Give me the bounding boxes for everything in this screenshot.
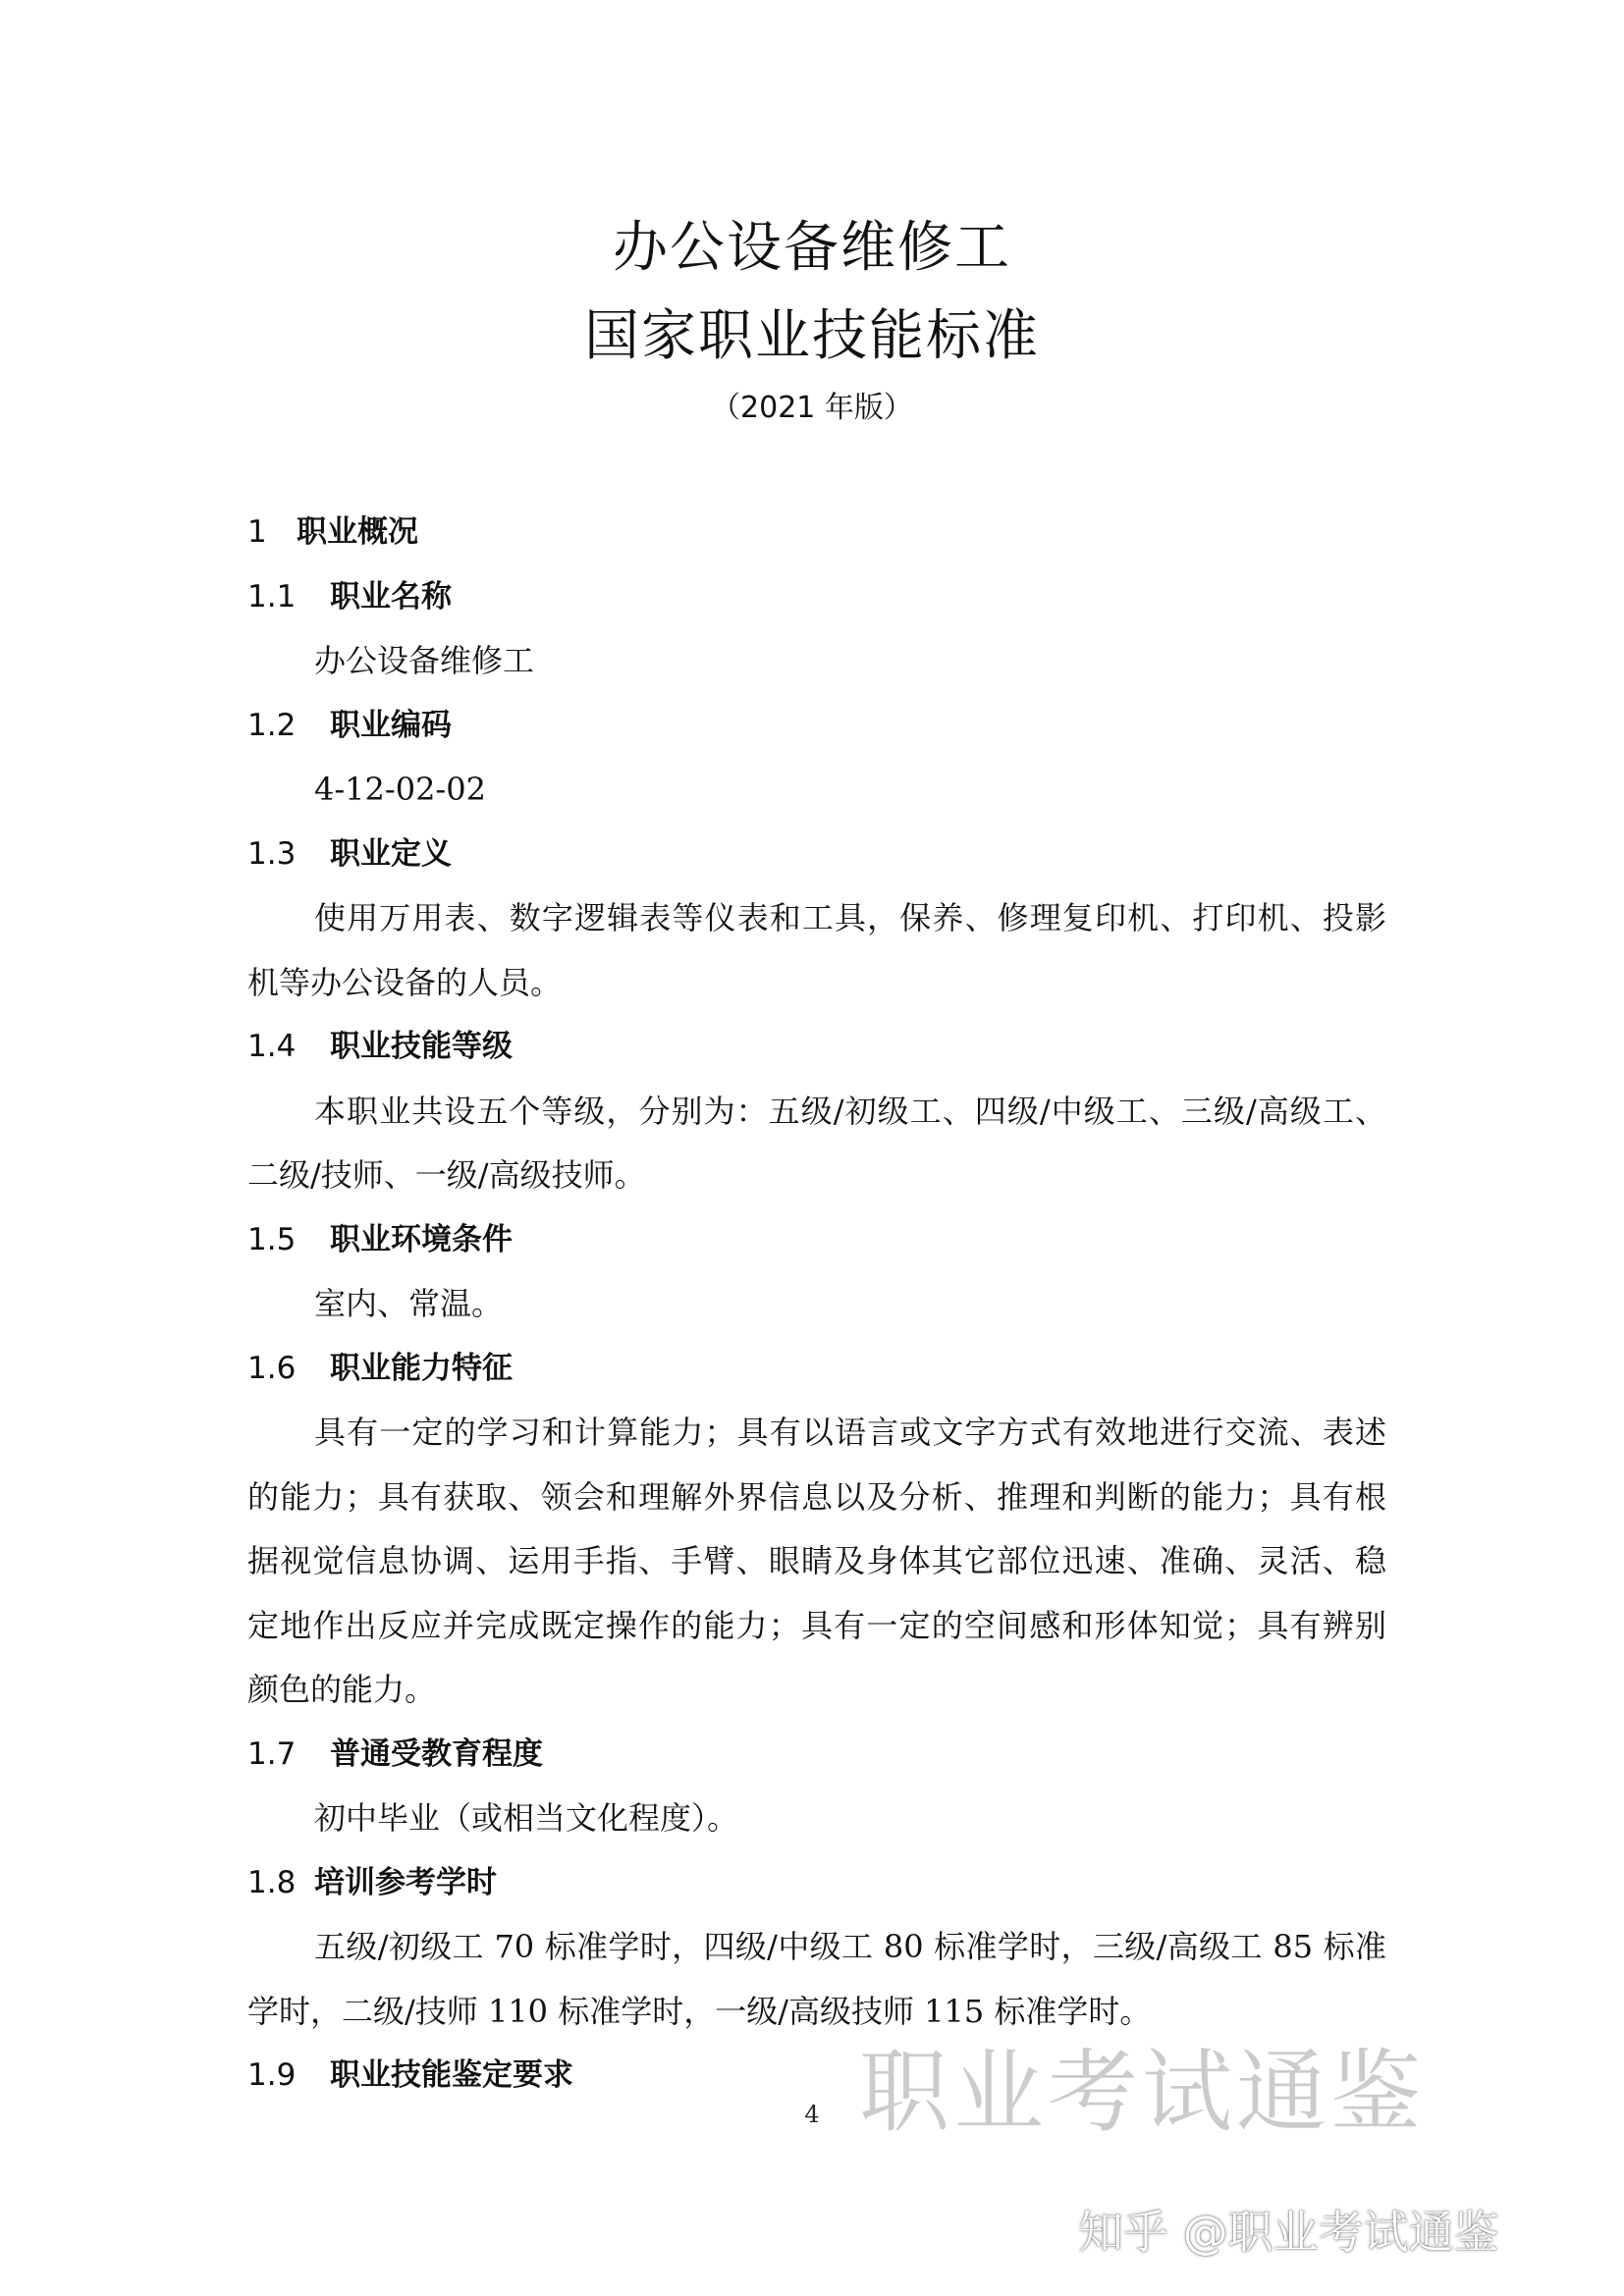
section-number: 1.3 (247, 835, 297, 872)
section-number: 1.9 (247, 2057, 297, 2093)
section-paragraph-line: 使用万用表、数字逻辑表等仪表和工具，保养、修理复印机、打印机、投影 (314, 899, 1386, 936)
section-paragraph-line: 机等办公设备的人员。 (247, 963, 563, 1001)
section-title: 培训参考学时 (314, 1864, 497, 1900)
section-heading (247, 694, 1386, 759)
section-title: 职业概况 (297, 514, 418, 550)
section-heading (247, 1723, 1386, 1788)
section-number: 1.5 (247, 1221, 297, 1257)
source-watermark: 知乎 @职业考试通鉴 (1078, 2206, 1499, 2259)
watermark-text: 职业考试通鉴 (859, 2040, 1426, 2145)
section-paragraph-line: 办公设备维修工 (314, 642, 535, 679)
section-title: 职业环境条件 (330, 1221, 513, 1257)
section-paragraph-line: 初中毕业（或相当文化程度）。 (314, 1799, 739, 1837)
section-paragraph-line: 室内、常温。 (314, 1285, 504, 1322)
section-paragraph-line: 五级/初级工 70 标准学时，四级/中级工 80 标准学时，三级/高级工 85 标准 (314, 1928, 1386, 1965)
section-paragraph-line: 本职业共设五个等级，分别为：五级/初级工、四级/中级工、三级/高级工、 (314, 1092, 1386, 1130)
section-number: 1.8 (247, 1864, 297, 1900)
section-number: 1.6 (247, 1350, 297, 1386)
section-heading (247, 1208, 1386, 1273)
section-number: 1 (247, 514, 267, 550)
section-heading (247, 1851, 1386, 1916)
edition-label: （2021 年版） (711, 391, 913, 425)
section-title: 职业定义 (330, 835, 452, 872)
section-paragraph-line: 的能力；具有获取、领会和理解外界信息以及分析、推理和判断的能力；具有根 (247, 1477, 1386, 1516)
section-title: 职业技能等级 (330, 1029, 513, 1064)
document-title: 办公设备维修工 (613, 216, 1011, 280)
section-heading (247, 823, 1386, 887)
section-heading (247, 565, 1386, 630)
section-paragraph-line: 据视觉信息协调、运用手指、手臂、眼睛及身体其它部位迅速、准确、灵活、稳 (247, 1542, 1386, 1579)
section-number: 1.4 (247, 1029, 297, 1064)
section-title: 职业技能鉴定要求 (330, 2057, 573, 2093)
document-subtitle: 国家职业技能标准 (584, 304, 1040, 368)
section-title: 普通受教育程度 (330, 1735, 543, 1772)
section-paragraph-line: 颜色的能力。 (247, 1671, 437, 1708)
section-paragraph-line: 定地作出反应并完成既定操作的能力；具有一定的空间感和形体知觉；具有辨别 (247, 1606, 1386, 1644)
section-heading (247, 501, 1386, 565)
section-paragraph-line: 学时，二级/技师 110 标准学时，一级/高级技师 115 标准学时。 (247, 1992, 1152, 2030)
section-number: 1.2 (247, 707, 297, 743)
section-title: 职业编码 (330, 707, 452, 743)
section-number: 1.1 (247, 578, 297, 614)
section-title: 职业能力特征 (330, 1350, 513, 1386)
section-heading (247, 1015, 1386, 1080)
section-paragraph-line: 二级/技师、一级/高级技师。 (247, 1156, 646, 1194)
section-paragraph-line: 具有一定的学习和计算能力；具有以语言或文字方式有效地进行交流、表述 (314, 1414, 1386, 1451)
document-body (247, 501, 1386, 2109)
section-title: 职业名称 (330, 578, 452, 614)
page-number: 4 (804, 2101, 820, 2128)
section-paragraph-line: 4-12-02-02 (314, 771, 486, 808)
section-number: 1.7 (247, 1735, 297, 1772)
section-heading (247, 1337, 1386, 1402)
